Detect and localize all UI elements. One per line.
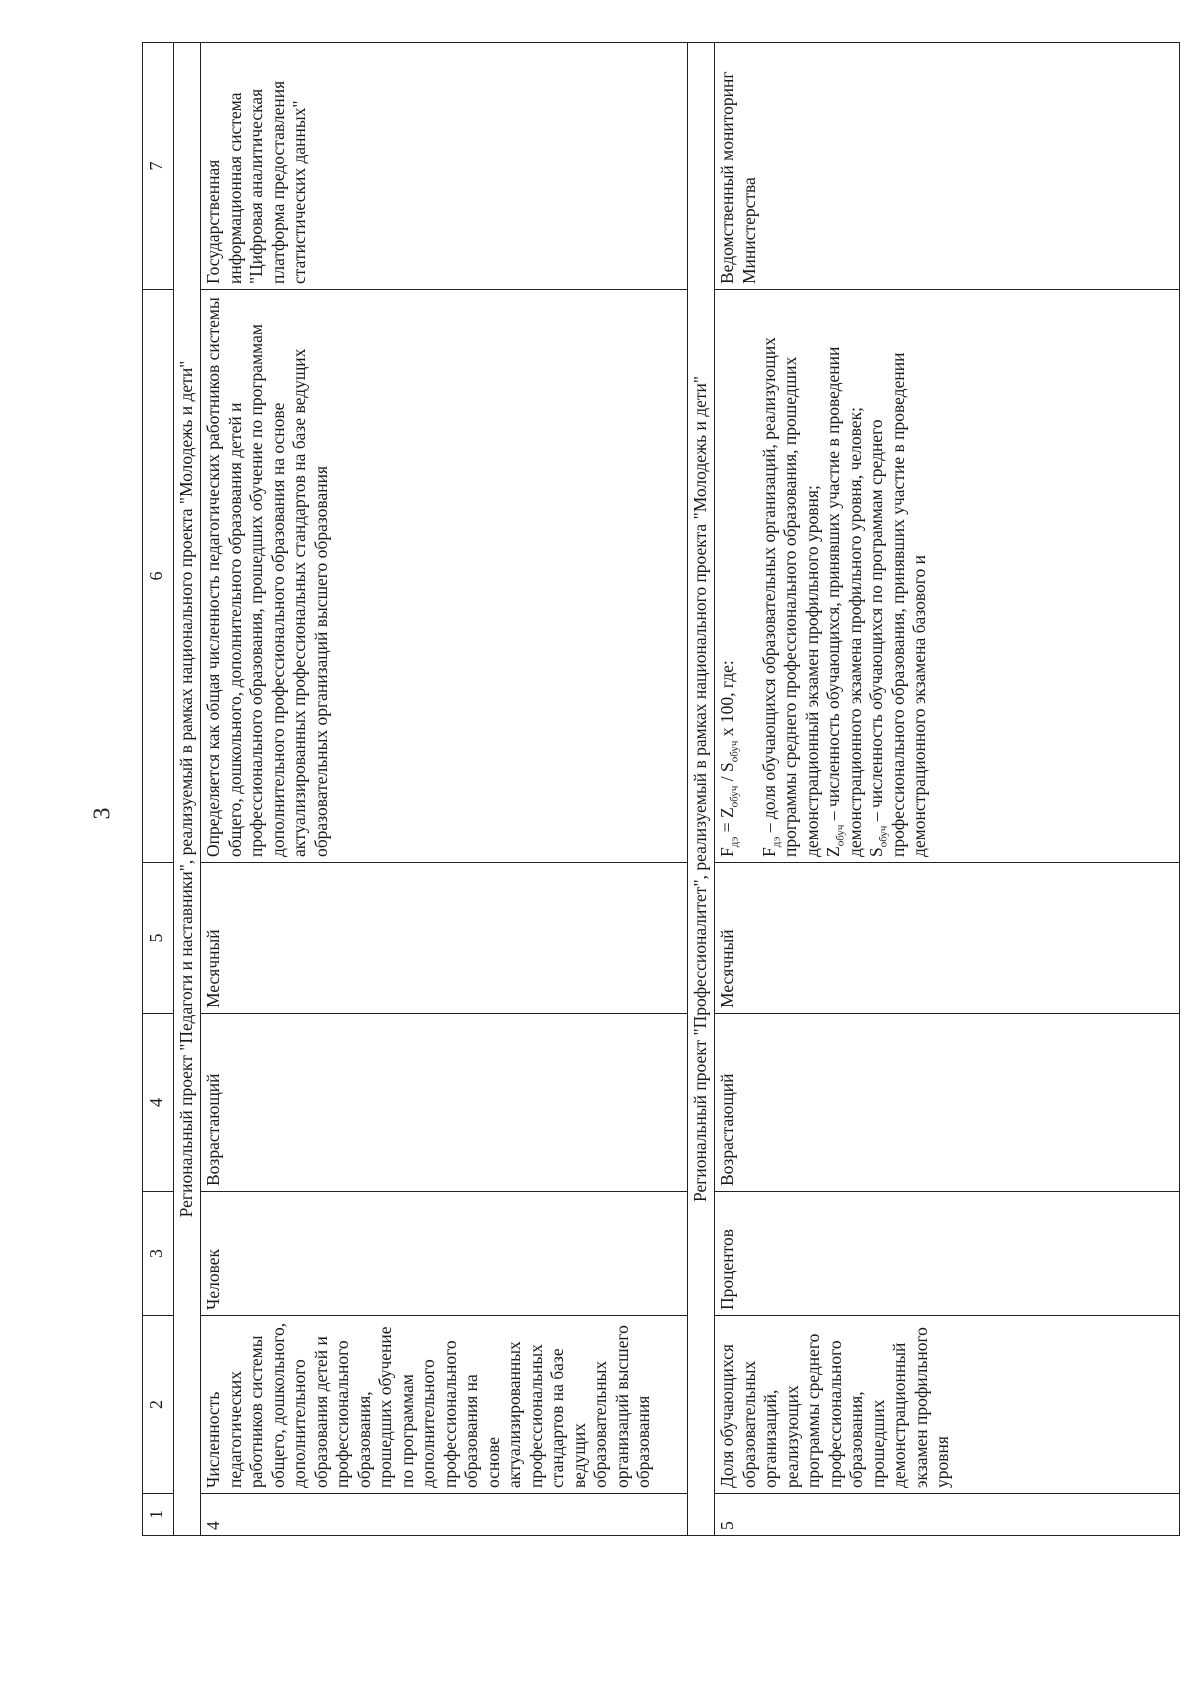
period-cell: Месячный	[201, 863, 688, 1014]
trend-cell: Возрастающий	[201, 1014, 688, 1192]
section-row	[174, 43, 201, 1536]
formula: $F_{дэ} = Z_{обуч} / S_{обуч}$ x 100, где:	[717, 660, 741, 857]
column-number-row	[143, 43, 174, 1536]
unit-cell: Человек	[201, 1192, 688, 1316]
section-row	[688, 43, 715, 1536]
indicators-table	[142, 42, 1180, 1536]
table-row	[715, 43, 1180, 1536]
rotated-table-container	[142, 43, 1200, 1536]
source-cell: Ведомственный мониторинг Министерства	[715, 43, 1180, 290]
column-header: 1	[143, 1494, 174, 1536]
table-row	[201, 43, 688, 1536]
definition-z: $Z_{обуч}$ – численность обучающихся, принявших участие в проведении демонстрационного экзамена профильного уровня, человек;	[823, 346, 865, 857]
column-header: 7	[143, 43, 174, 290]
page-number: 3	[89, 807, 116, 820]
indicator-name: Доля обучающихся образовательных организаций, реализующих программы среднего профессионального образования, прошедших демонстрационный экзамен профильного уровня	[715, 1316, 1180, 1494]
column-header: 3	[143, 1192, 174, 1316]
section-title: Региональный проект "Профессионалитет", реализуемый в рамках национального проекта "Молодежь и дети"	[688, 43, 715, 1536]
trend-cell: Возрастающий	[715, 1014, 1180, 1192]
row-number: 5	[715, 1494, 1180, 1536]
method-cell: Определяется как общая численность педагогических работников системы общего, дошкольного, дополнительного образования детей и профессионального образования, прошедших обучение по программам дополнительного профессионального образования на основе актуализированных профессиональных стандартов на базе ведущих образовательных организаций высшего образования	[201, 290, 688, 863]
definition-f: $F_{дэ}$ – доля обучающихся образовательных организаций, реализующих программы среднего профессионального образования, прошедших демонстрационный экзамен профильного уровня;	[758, 337, 822, 857]
definition-s: $S_{обуч}$ – численность обучающихся по программам среднего профессионального образования, принявших участие в проведении демонстрационного экзамена базового и	[866, 352, 929, 857]
method-cell	[715, 290, 1180, 863]
column-header: 6	[143, 290, 174, 863]
column-header: 2	[143, 1316, 174, 1494]
period-cell: Месячный	[715, 863, 1180, 1014]
column-header: 5	[143, 863, 174, 1014]
section-title: Региональный проект "Педагоги и наставники", реализуемый в рамках национального проекта "Молодежь и дети"	[174, 43, 201, 1536]
indicator-name: Численность педагогических работников системы общего, дошкольного, дополнительного образования детей и профессионального образования, прошедших обучение по программам дополнительного профессионального образования на основе актуализированных профессиональных стандартов на базе ведущих образовательных организаций высшего образования	[201, 1316, 688, 1494]
source-cell: Государственная информационная система "Цифровая аналитическая платформа предоставления статистических данных"	[201, 43, 688, 290]
unit-cell: Процентов	[715, 1192, 1180, 1316]
row-number: 4	[201, 1494, 688, 1536]
column-header: 4	[143, 1014, 174, 1192]
